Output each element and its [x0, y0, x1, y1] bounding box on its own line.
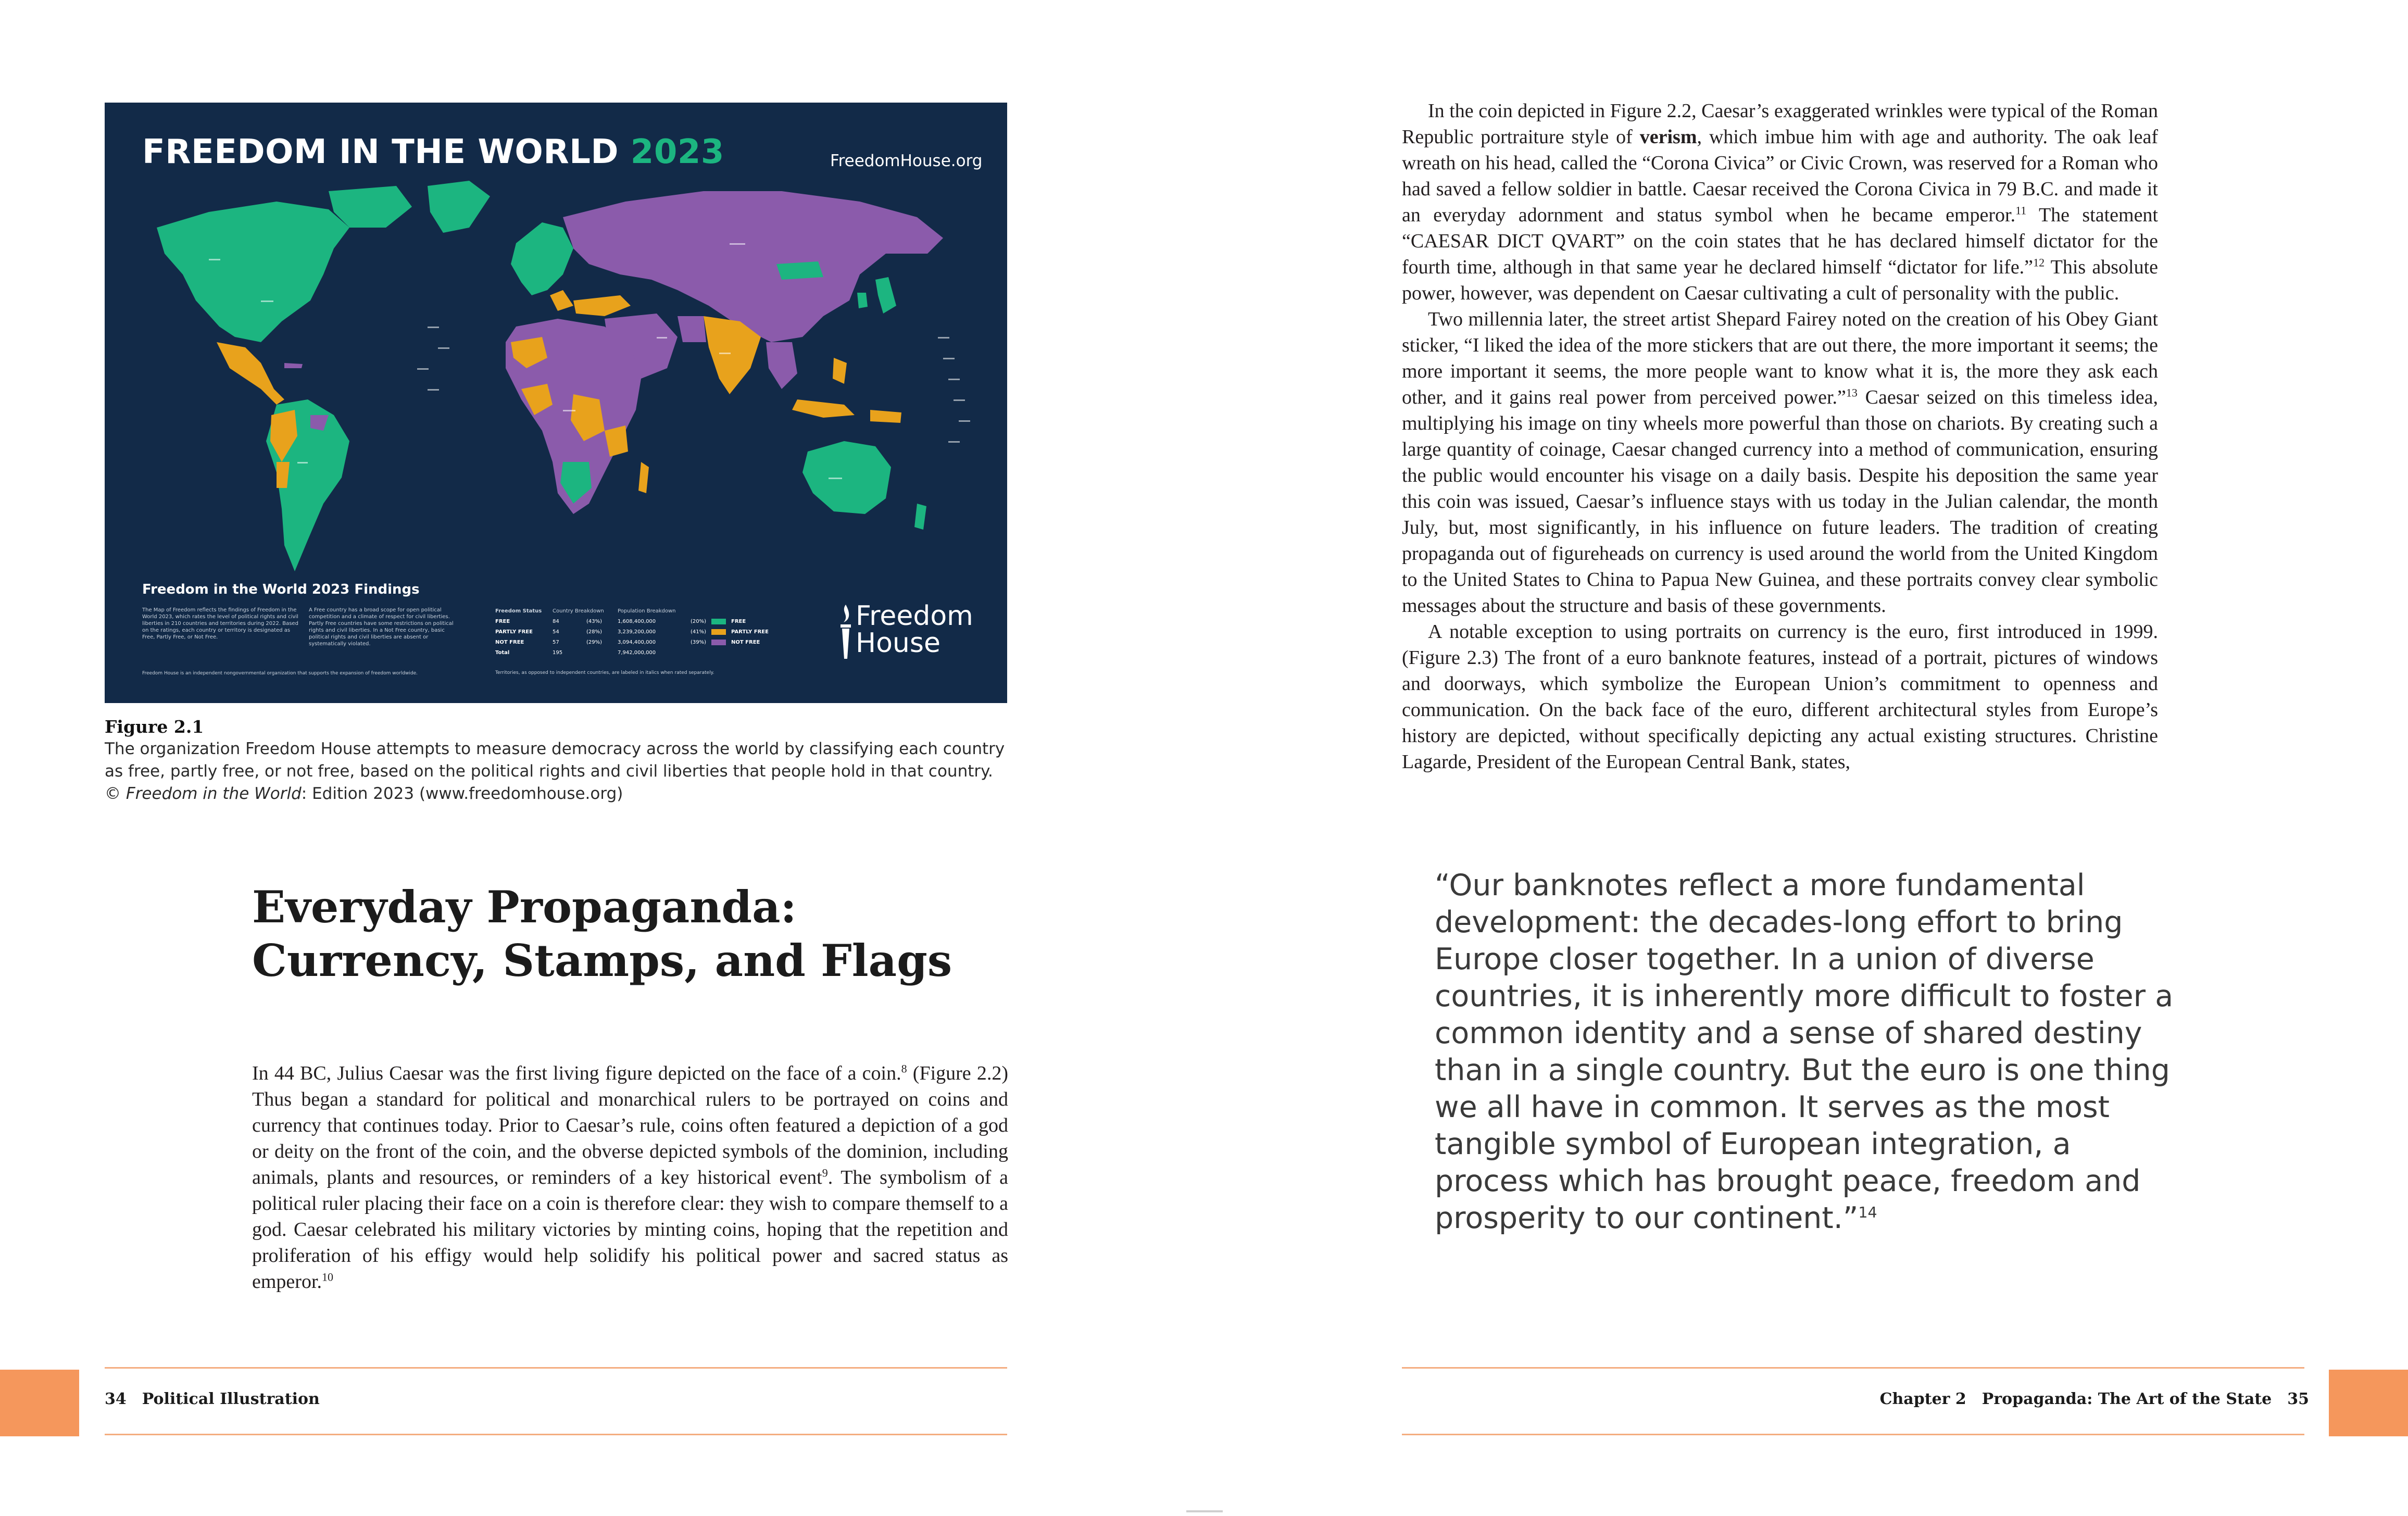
page-edge-tab: [0, 1370, 79, 1436]
map-url: FreedomHouse.org: [830, 152, 983, 170]
chapter-label: Chapter 2: [1879, 1390, 1966, 1408]
findings-table-row: NOT FREE 57 (29%) 3,094,400,000 (39%) NOT FREE: [495, 639, 760, 645]
paragraph: In the coin depicted in Figure 2.2, Caesar’s exaggerated wrinkles were typical of the Roman Republic portraiture style of verism, which imbue him with age and authority. The oak leaf wreath on his head, called the “Corona Civica” or Civic Crown, was reserved for a Roman who had saved a fellow soldier in battle. Caesar received the Corona Civica in 79 B.C. and made it an everyday adornment and status symbol when he became emperor.$^{11}$ The statement “CAESAR DICT QVART” on the coin states that he has declared himself dictator for the fourth time, although in that same year he declared himself “dictator for life.”$^{12}$ This absolute power, however, was dependent on Caesar cultivating a cult of personality with the public.: [1402, 100, 2159, 304]
findings-table: [495, 606, 808, 658]
free-swatch: [711, 619, 726, 624]
map-title: FREEDOM IN THE WORLD 2023: [142, 133, 724, 171]
book-title: Political Illustration: [142, 1390, 320, 1408]
caption-label: Figure 2.1: [105, 717, 204, 737]
chapter-title: Propaganda: The Art of the State: [1981, 1390, 2272, 1408]
findings-table-note: Territories, as opposed to independent countries, are labeled in italics when rated separately.: [495, 670, 714, 675]
footer-right: [1880, 1390, 2309, 1408]
world-map-illustration: [105, 170, 1007, 639]
findings-table-row: PARTLY FREE 54 (28%) 3,239,200,000 (41%) PARTLY FREE: [495, 629, 769, 635]
figure-caption: [105, 716, 1011, 805]
paragraph: In 44 BC, Julius Caesar was the first living figure depicted on the face of a coin.$^8$ (Figure 2.2) Thus began a standard for political and monarchical rulers to be portrayed on coins and currency that continues today. Prior to Caesar’s rule, coins often featured a depiction of a god or deity on the front of the coin, and the obverse depicted symbols of the dominion, including animals, plants and resources, or reminders of a key historical event$^9$. The symbolism of a political ruler placing their face on a coin is therefore clear: they wish to compare themself to a god. Caesar celebrated his military victories by minting coins, hoping that the repetition and proliferation of his effigy would help solidify his political power and sacred status as emperor.$^{10}$: [252, 1062, 1008, 1293]
findings-definitions: A Free country has a broad scope for open political competition and a climate of respect for civil liberties. Partly Free countries have some restrictions on political rights and civil liberties. In a Not Free country, basic political rights and civil liberties are absent or systematically violated.: [309, 607, 454, 647]
right-body-text: [1402, 98, 2158, 775]
paragraph: Two millennia later, the street artist Shepard Fairey noted on the creation of his Obey Giant sticker, “I liked the idea of the more stickers that are out there, the more important it seems; the more important it seems, the more people want to know what it is, the more they ask each other, and it gains real power from perceived power.”$^{13}$ Caesar seized on this timeless idea, multiplying his image on tiny wheels more powerful than those on chariots. By creating such a large quantity of coinage, Caesar changed currency into a method of communication, ensuring the public would encounter his visage on a daily basis. Despite his deposition the same year this coin was issued, Caesar’s influence stays with us today in the Julian calendar, the month July, but, most significantly, in his influence on future leaders. The tradition of creating propaganda out of figureheads on currency is used around the world from the United Kingdom to the United States to China to Papua New Guinea, and these portraits convey clear symbolic messages about the structure and basis of these governments.: [1402, 308, 2158, 617]
findings-description: The Map of Freedom reflects the findings of Freedom in the World 2023, which rates the level of political rights and civil liberties in 210 countries and territories during 2022. Based on the ratings, each country or territory is designated as Free, Partly Free, or Not Free.: [142, 607, 298, 640]
freedom-map-figure: [105, 103, 1007, 703]
footer-rule: [105, 1367, 1007, 1369]
footer-left: [105, 1390, 320, 1408]
footer-rule: [105, 1434, 1007, 1435]
section-heading: Everyday Propaganda: Currency, Stamps, and Flags: [252, 881, 952, 986]
paragraph: A notable exception to using portraits on currency is the euro, first introduced in 1999. (Figure 2.3) The front of a euro banknote features, instead of a portrait, pictures of windows and doorways, which symbolize the European Union’s commitment to openness and communication. On the back face of the euro, different architectural styles from Europe’s history are depicted, without specifically depicting any actual existing structures. Christine Lagarde, President of the European Central Bank, states,: [1402, 621, 2158, 773]
left-body-text: [252, 1060, 1008, 1295]
caption-credit: © Freedom in the World: Edition 2023 (www.freedomhouse.org): [105, 784, 623, 803]
block-quote: “Our banknotes reflect a more fundamental development: the decades-long effort to bring Europe closer together. In a union of diverse countries, it is inherently more difficult to foster a common identity and a sense of shared destiny than in a single country. But the euro is one thing we all have in common. It serves as the most tangible symbol of European integration, a process which has brought peace, freedom and prosperity to our continent.”$^{14}$: [1435, 868, 2174, 1235]
page-number: 35: [2287, 1390, 2309, 1408]
torch-icon: [836, 604, 855, 661]
not-free-swatch: [711, 640, 726, 645]
page-number: 34: [105, 1390, 127, 1408]
page-edge-tab: [2329, 1370, 2408, 1436]
footer-rule: [1402, 1367, 2304, 1369]
gutter-mark: [1186, 1510, 1223, 1512]
freedom-house-logo: Freedom House: [856, 600, 973, 659]
partly-free-swatch: [711, 629, 726, 635]
footer-rule: [1402, 1434, 2304, 1435]
findings-table-row: FREE 84 (43%) 1,608,400,000 (20%) FREE: [495, 618, 746, 624]
findings-table-header: Freedom Status Country Breakdown Population Breakdown: [495, 608, 676, 614]
findings-table-total: Total 195 7,942,000,000: [495, 649, 656, 656]
caption-text: The organization Freedom House attempts to measure democracy across the world by classifying each country as free, partly free, or not free, based on the political rights and civil liberties that people hold in that country.: [105, 740, 1005, 781]
findings-title: Freedom in the World 2023 Findings: [142, 582, 420, 597]
findings-note: Freedom House is an independent nongovernmental organization that supports the expansion of freedom worldwide.: [142, 671, 418, 676]
